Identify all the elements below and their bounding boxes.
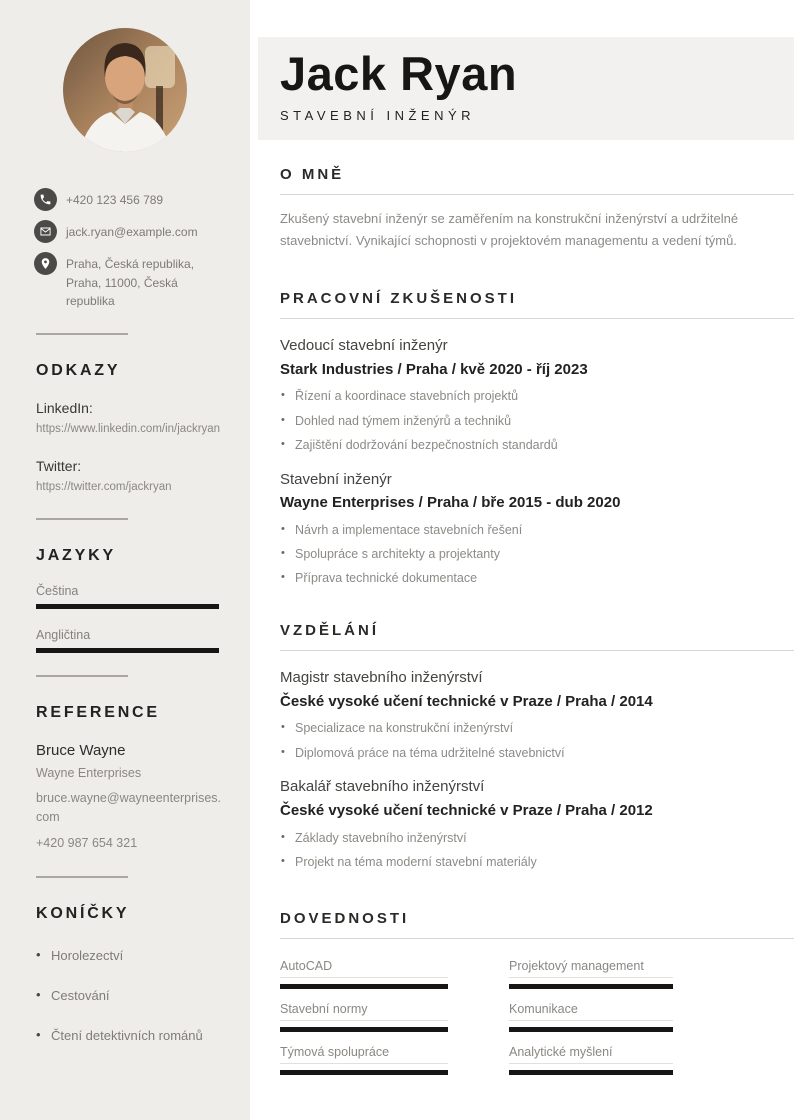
skills-grid — [280, 959, 794, 1075]
section-rule — [280, 650, 794, 651]
job-bullet: • Příprava technické dokumentace — [280, 572, 794, 586]
job-entry — [280, 469, 794, 587]
language-name: Čeština — [36, 584, 79, 599]
contact-info — [34, 188, 224, 311]
about-heading: O MNĚ — [280, 166, 345, 183]
hobbies-section — [36, 905, 222, 1043]
contact-address — [34, 252, 224, 311]
phone-icon — [34, 188, 57, 211]
contact-phone — [34, 188, 224, 211]
about-section — [258, 166, 794, 252]
email-address: jack.ryan@example.com — [66, 225, 198, 239]
language-level-bar — [36, 648, 219, 653]
sidebar-divider — [36, 518, 128, 520]
contact-email — [34, 220, 224, 243]
link-item-linkedin — [36, 400, 222, 438]
education-bullet: • Projekt na téma moderní stavební materiály — [280, 856, 794, 870]
job-meta: Wayne Enterprises / Praha / bře 2015 - dub 2020 — [280, 494, 621, 512]
sidebar — [0, 0, 250, 1120]
twitter-url[interactable]: https://twitter.com/jackryan — [36, 481, 172, 494]
reference-company: Wayne Enterprises — [36, 766, 142, 781]
hobby-item: • Cestování — [36, 988, 222, 1003]
language-item — [36, 584, 222, 609]
profile-photo-illustration — [63, 28, 187, 152]
phone-number: +420 123 456 789 — [66, 193, 164, 207]
links-section — [36, 362, 222, 497]
degree-title: Bakalář stavebního inženýrství — [280, 778, 485, 796]
job-bullets — [280, 390, 794, 452]
reference-email: bruce.wayne@wayneenterprises.com — [36, 790, 222, 825]
school-meta: České vysoké učení technické v Praze / Praha / 2014 — [280, 692, 653, 710]
header-band — [258, 37, 794, 140]
degree-title: Magistr stavebního inženýrství — [280, 669, 483, 687]
hobby-item: • Čtení detektivních románů — [36, 1028, 222, 1043]
job-bullet: • Dohled nad týmem inženýrů a techniků — [280, 415, 794, 429]
location-icon — [34, 252, 57, 275]
experience-heading: PRACOVNÍ ZKUŠENOSTI — [280, 290, 518, 308]
job-title: Vedoucí stavební inženýr — [280, 337, 448, 355]
skills-section — [258, 910, 794, 1075]
language-name: Angličtina — [36, 628, 91, 643]
references-section — [36, 704, 222, 854]
skill-level-bar — [509, 984, 673, 989]
skill-item — [280, 1045, 448, 1075]
skill-item — [280, 959, 448, 989]
skill-level-bar — [280, 984, 448, 989]
job-title: Stavební inženýr — [280, 470, 392, 488]
email-icon — [34, 220, 57, 243]
sidebar-divider — [36, 333, 128, 335]
main-content — [258, 0, 794, 1120]
skill-name: AutoCAD — [280, 959, 448, 978]
section-rule — [280, 938, 794, 939]
section-rule — [280, 194, 794, 195]
reference-name: Bruce Wayne — [36, 742, 126, 760]
languages-section — [36, 547, 222, 653]
skill-level-bar — [280, 1027, 448, 1032]
education-entry — [280, 667, 794, 760]
education-bullet: • Základy stavebního inženýrství — [280, 832, 794, 846]
skill-name: Stavební normy — [280, 1002, 448, 1021]
hobby-item: • Horolezectví — [36, 948, 222, 963]
language-level-bar — [36, 604, 219, 609]
skill-level-bar — [280, 1070, 448, 1075]
skill-name: Analytické myšlení — [509, 1045, 673, 1064]
job-entry — [280, 335, 794, 453]
skill-level-bar — [509, 1027, 673, 1032]
school-meta: České vysoké učení technické v Praze / Praha / 2012 — [280, 802, 653, 820]
skill-name: Projektový management — [509, 959, 673, 978]
job-meta: Stark Industries / Praha / kvě 2020 - říj 2023 — [280, 360, 588, 378]
address-text: Praha, Česká republika, Praha, 11000, Česká republika — [66, 257, 195, 309]
education-section — [258, 622, 794, 870]
about-text: Zkušený stavební inženýr se zaměřením na konstrukční inženýrství a udržitelné stavebnictví. Vynikající schopnosti v projektovém managementu a vedení týmů. — [280, 211, 739, 249]
hobby-list — [36, 948, 222, 1043]
education-entry — [280, 776, 794, 869]
skill-name: Komunikace — [509, 1002, 673, 1021]
sidebar-divider — [36, 876, 128, 878]
skill-item — [509, 1045, 673, 1075]
person-role: STAVEBNÍ INŽENÝR — [280, 108, 476, 124]
job-bullet: • Zajištění dodržování bezpečnostních standardů — [280, 439, 794, 453]
links-heading: ODKAZY — [36, 361, 121, 379]
skill-name: Týmová spolupráce — [280, 1045, 448, 1064]
section-rule — [280, 318, 794, 319]
profile-photo — [63, 28, 187, 152]
skill-item — [280, 1002, 448, 1032]
education-bullets — [280, 722, 794, 760]
job-bullet: • Řízení a koordinace stavebních projektů — [280, 390, 794, 404]
education-bullet: • Specializace na konstrukční inženýrství — [280, 722, 794, 736]
education-heading: VZDĚLÁNÍ — [280, 622, 379, 640]
skill-level-bar — [509, 1070, 673, 1075]
link-item-twitter — [36, 458, 222, 496]
linkedin-url[interactable]: https://www.linkedin.com/in/jackryan — [36, 422, 221, 435]
education-bullet: • Diplomová práce na téma udržitelné stavebnictví — [280, 747, 794, 761]
sidebar-divider — [36, 675, 128, 677]
references-heading: REFERENCE — [36, 704, 160, 722]
languages-heading: JAZYKY — [36, 547, 116, 565]
twitter-label: Twitter: — [36, 458, 82, 475]
reference-phone: +420 987 654 321 — [36, 836, 138, 851]
person-name: Jack Ryan — [280, 47, 518, 100]
experience-section — [258, 290, 794, 586]
hobbies-heading: KONÍČKY — [36, 904, 130, 922]
education-bullets — [280, 832, 794, 870]
skill-item — [509, 1002, 673, 1032]
skills-heading: DOVEDNOSTI — [280, 909, 410, 927]
job-bullet: • Spolupráce s architekty a projektanty — [280, 548, 794, 562]
job-bullets — [280, 524, 794, 586]
linkedin-label: LinkedIn: — [36, 399, 93, 416]
job-bullet: • Návrh a implementace stavebních řešení — [280, 524, 794, 538]
language-item — [36, 628, 222, 653]
skill-item — [509, 959, 673, 989]
